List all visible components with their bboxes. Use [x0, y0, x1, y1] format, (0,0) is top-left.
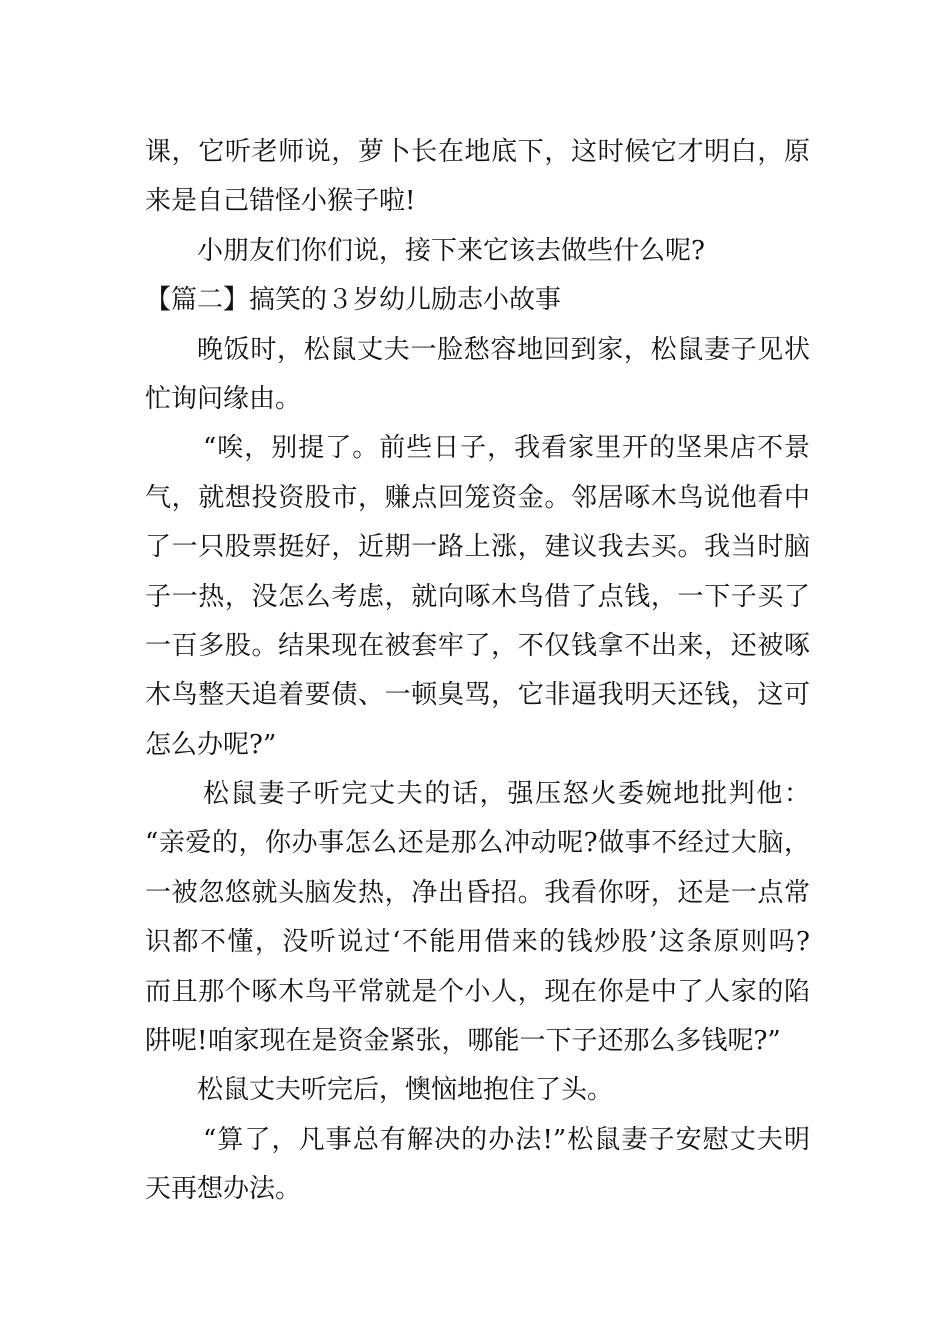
- text-line-22: 天再想办法。: [145, 1174, 302, 1205]
- text-line-16: 一被忽悠就头脑发热，净出昏招。我看你呀，还是一点常: [145, 877, 810, 908]
- text-line-7: “唉，别提了。前些日子，我看家里开的坚果店不景: [203, 433, 810, 464]
- text-line-3: 小朋友们你们说，接下来它该去做些什么呢?: [197, 235, 705, 266]
- text-line-9: 了一只股票挺好，近期一路上涨，建议我去买。我当时脑: [145, 532, 810, 563]
- text-line-1: 课，它听老师说，萝卜长在地底下，这时候它才明白，原: [145, 137, 810, 167]
- section-heading: 【篇二】搞笑的３岁幼儿励志小故事: [145, 285, 562, 316]
- text-line-13: 怎么办呢?”: [145, 729, 277, 760]
- text-line-11: 一百多股。结果现在被套牢了，不仅钱拿不出来，还被啄: [145, 630, 810, 661]
- text-line-14: 松鼠妻子听完丈夫的话，强压怒火委婉地批判他：: [203, 779, 810, 810]
- text-line-12: 木鸟整天追着要债、一顿臭骂，它非逼我明天还钱，这可: [145, 680, 810, 711]
- text-line-21: “算了，凡事总有解决的办法!”松鼠妻子安慰丈夫明: [203, 1124, 810, 1155]
- text-line-20: 松鼠丈夫听完后，懊恼地抱住了头。: [197, 1075, 614, 1106]
- text-line-5: 晚饭时，松鼠丈夫一脸愁容地回到家，松鼠妻子见状: [197, 334, 810, 365]
- text-line-10: 子一热，没怎么考虑，就向啄木鸟借了点钱，一下子买了: [145, 581, 810, 612]
- text-line-6: 忙询问缘由。: [145, 383, 302, 414]
- text-line-2: 来是自己错怪小猴子啦!: [145, 186, 416, 217]
- text-line-19: 阱呢!咱家现在是资金紧张，哪能一下子还那么多钱呢?”: [145, 1026, 781, 1057]
- story-text: [145, 128, 810, 1215]
- text-line-18: 而且那个啄木鸟平常就是个小人，现在你是中了人家的陷: [145, 976, 810, 1007]
- text-line-17: 识都不懂，没听说过‘不能用借来的钱炒股’这条原则吗?: [145, 927, 810, 958]
- text-line-8: 气，就想投资股市，赚点回笼资金。邻居啄木鸟说他看中: [145, 482, 810, 513]
- text-line-15: “亲爱的，你办事怎么还是那么冲动呢?做事不经过大脑，: [145, 828, 810, 859]
